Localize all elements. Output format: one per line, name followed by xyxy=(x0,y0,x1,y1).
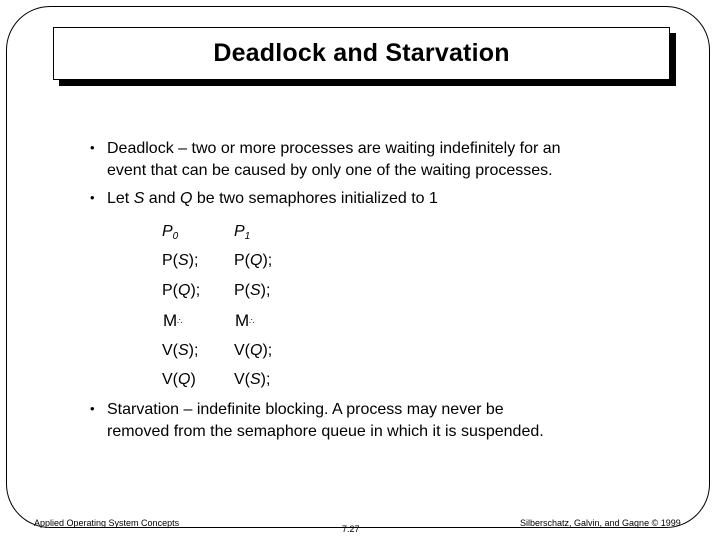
bullet-icon: • xyxy=(90,401,95,416)
vertical-ellipsis-icon: M∴ xyxy=(163,311,183,330)
bullet-deadlock-line2: event that can be caused by only one of the waiting processes. xyxy=(107,162,553,179)
footer-authors: Silberschatz, Galvin, and Gagne © 1999 xyxy=(520,518,681,528)
bullet-semaphores-suffix: be two semaphores initialized to 1 xyxy=(192,190,438,207)
p0-signal-s: V(S); xyxy=(162,342,199,359)
slide-title: Deadlock and Starvation xyxy=(213,39,510,67)
process-p1-header: $P_1$ xyxy=(234,223,251,242)
bullet-starvation-line1: Starvation – indefinite blocking. A process may never be xyxy=(107,401,504,418)
bullet-deadlock xyxy=(107,138,561,182)
footer-page-number: 7.27 xyxy=(342,524,360,534)
var-s: S xyxy=(133,190,145,207)
p1-wait-q: P(Q); xyxy=(234,252,273,269)
bullet-semaphores-prefix: Let xyxy=(107,190,134,207)
bullet-semaphores-middle: and xyxy=(144,190,180,207)
bullet-icon: • xyxy=(90,190,95,205)
bullet-starvation-line2: removed from the semaphore queue in which it is suspended. xyxy=(107,423,544,440)
p0-wait-q: P(Q); xyxy=(162,282,201,299)
process-p0-header: $P_0$ xyxy=(162,223,179,242)
bullet-semaphores xyxy=(107,188,438,210)
p1-signal-q: V(Q); xyxy=(234,342,273,359)
footer-book-title: Applied Operating System Concepts xyxy=(34,518,180,528)
p1-wait-s: P(S); xyxy=(234,282,271,299)
p1-signal-s: V(S); xyxy=(234,371,271,388)
var-q: Q xyxy=(179,190,193,207)
title-box xyxy=(53,27,670,80)
vertical-ellipsis-icon: M∴ xyxy=(235,311,255,330)
p0-signal-q: V(Q) xyxy=(162,371,196,388)
p0-wait-s: P(S); xyxy=(162,252,199,269)
bullet-deadlock-line1: Deadlock – two or more processes are waiting indefinitely for an xyxy=(107,140,561,157)
bullet-starvation xyxy=(107,399,544,443)
bullet-icon: • xyxy=(90,140,95,155)
